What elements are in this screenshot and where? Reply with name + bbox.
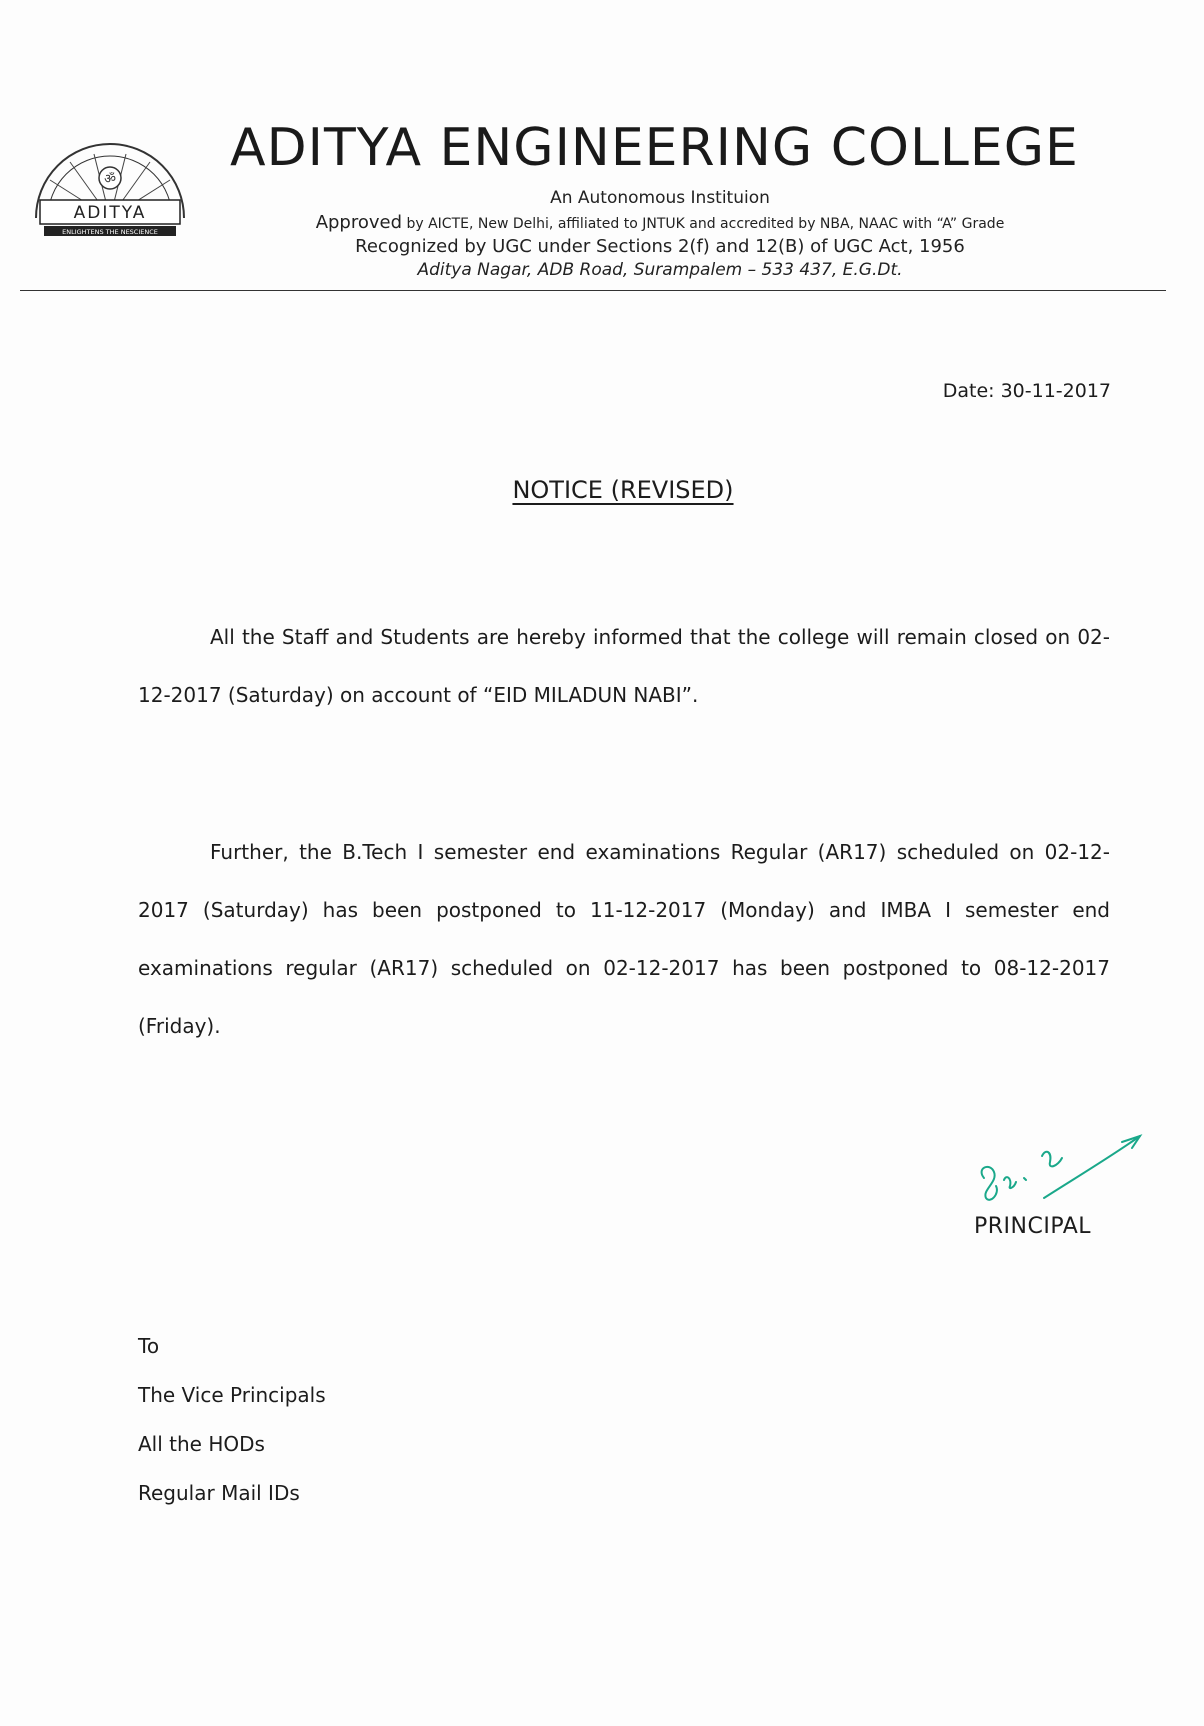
notice-paragraph-exams <box>138 823 1110 1055</box>
logo-tagline: ENLIGHTENS THE NESCIENCE <box>62 228 158 236</box>
autonomous-status: An Autonomous Instituion <box>550 188 770 208</box>
paragraph-2-text: Further, the B.Tech I semester end examinations Regular (AR17) scheduled on 02-12-2017 (Saturday) has been postponed to 11-12-2017 (Monday) and IMBA I semester end examinations regular (AR17) scheduled on 02-12-2017 has been postponed to 08-12-2017 (Friday). <box>138 840 1110 1038</box>
notice-date: Date: 30-11-2017 <box>942 380 1111 402</box>
recipient-item: Regular Mail IDs <box>138 1481 300 1505</box>
principal-signature <box>972 1128 1144 1208</box>
letterhead-divider <box>20 290 1166 291</box>
paragraph-1-text: All the Staff and Students are hereby informed that the college will remain closed on 02-12-2017 (Saturday) on account of “EID MILADUN NABI”. <box>138 625 1110 707</box>
approval-details: by AICTE, New Delhi, affiliated to JNTUK and accredited by NBA, NAAC with “A” Grade <box>402 216 1005 232</box>
notice-paragraph-closure <box>138 608 1110 724</box>
college-logo <box>30 140 190 250</box>
recipient-item: The Vice Principals <box>138 1383 326 1407</box>
approval-prefix: Approved <box>315 212 403 233</box>
signatory-title: PRINCIPAL <box>974 1214 1092 1239</box>
recognition-line: Recognized by UGC under Sections 2(f) and 12(B) of UGC Act, 1956 <box>355 236 965 257</box>
notice-title: NOTICE (REVISED) <box>512 476 734 504</box>
college-address: Aditya Nagar, ADB Road, Surampalem – 533 437, E.G.Dt. <box>417 260 903 280</box>
recipients-block <box>138 1322 326 1518</box>
recipients-heading: To <box>138 1334 160 1358</box>
svg-text:ॐ: ॐ <box>104 172 116 187</box>
logo-wordmark: ADITYA <box>73 203 147 223</box>
college-name: ADITYA ENGINEERING COLLEGE <box>230 118 1079 178</box>
recipient-item: All the HODs <box>138 1432 265 1456</box>
approval-line <box>260 212 1060 233</box>
